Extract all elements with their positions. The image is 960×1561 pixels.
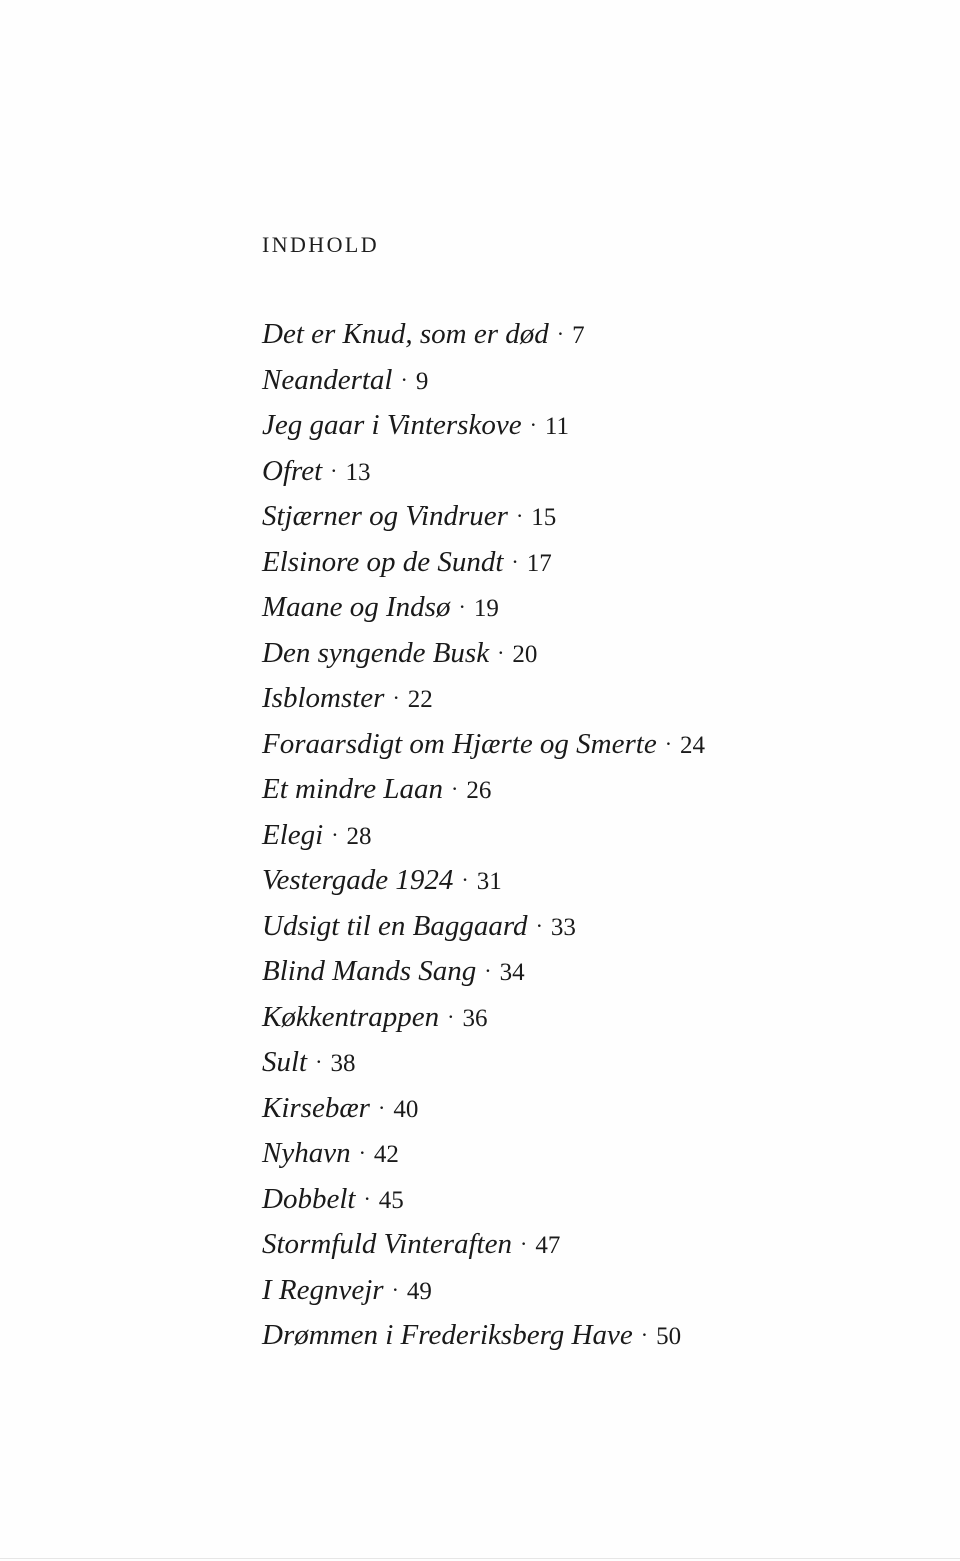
toc-entry [262, 858, 705, 904]
toc-separator-dot: · [519, 1231, 528, 1256]
toc-entry [262, 312, 705, 358]
toc-separator-dot: · [330, 457, 338, 483]
toc-entry [262, 1177, 705, 1223]
toc-separator-dot: · [331, 821, 339, 847]
toc-entry-title: Udsigt til en Baggaard [262, 909, 528, 942]
toc-separator-dot: · [529, 412, 537, 437]
toc-entry-title: Kirsebær [262, 1091, 370, 1124]
toc-entry-title: I Regnvejr [262, 1273, 384, 1306]
toc-entry-title: Den syngende Busk [262, 636, 490, 669]
toc-separator-dot: · [391, 1276, 399, 1302]
toc-separator-dot: · [556, 321, 565, 346]
toc-entry-page-number: 36 [462, 1004, 488, 1032]
toc-entry-title: Dobbelt [262, 1182, 356, 1215]
toc-entry-title: Køkkentrappen [262, 1000, 440, 1033]
toc-separator-dot: · [358, 1140, 366, 1165]
page-edge-divider [0, 1558, 960, 1559]
toc-entry-page-number: 19 [473, 595, 499, 622]
toc-separator-dot: · [447, 1003, 455, 1029]
toc-separator-dot: · [497, 639, 505, 665]
toc-entry-title: Jeg gaar i Vinterskove [262, 409, 522, 441]
toc-entry-page-number: 38 [330, 1050, 356, 1077]
toc-entry [262, 722, 705, 768]
toc-entry-title: Neandertal [262, 363, 393, 396]
toc-entry-page-number: 24 [680, 731, 706, 759]
toc-entry [262, 1268, 705, 1314]
toc-entry-title: Elsinore op de Sundt [262, 545, 504, 578]
toc-separator-dot: · [363, 1185, 371, 1211]
toc-entry-page-number: 49 [406, 1277, 432, 1305]
toc-entry-page-number: 47 [535, 1232, 561, 1259]
toc-entry-page-number: 34 [499, 959, 525, 986]
toc-entry [262, 540, 705, 586]
toc-separator-dot: · [664, 730, 673, 756]
toc-entry [262, 676, 705, 722]
toc-entry [262, 1086, 705, 1132]
toc-entry-title: Stormfuld Vinteraften [262, 1228, 512, 1260]
toc-entry-page-number: 40 [393, 1095, 419, 1123]
toc-entry [262, 813, 705, 859]
toc-entry-title: Isblomster [262, 682, 385, 714]
toc-separator-dot: · [515, 503, 524, 528]
toc-separator-dot: · [640, 1322, 649, 1347]
toc-entry-title: Blind Mands Sang [262, 955, 477, 987]
toc-entry [262, 358, 705, 404]
toc-separator-dot: · [511, 548, 519, 574]
toc-entry [262, 904, 705, 950]
toc-entry-title: Elegi [262, 818, 324, 851]
toc-entry [262, 995, 705, 1041]
toc-entry-page-number: 7 [572, 322, 585, 349]
toc-entry-page-number: 9 [415, 367, 429, 395]
contents-heading: INDHOLD [262, 232, 380, 257]
toc-entry-title: Sult [262, 1046, 308, 1078]
toc-separator-dot: · [315, 1049, 323, 1074]
toc-entry-title: Et mindre Laan [262, 773, 443, 805]
toc-separator-dot: · [400, 366, 408, 392]
toc-entry-title: Det er Knud, som er død [262, 318, 549, 350]
toc-entry [262, 767, 705, 813]
toc-entry-title: Drømmen i Frederiksberg Have [262, 1319, 633, 1351]
toc-entry-title: Stjærner og Vindruer [262, 500, 508, 532]
toc-entry-page-number: 17 [526, 549, 552, 577]
toc-entry-page-number: 11 [544, 413, 569, 440]
toc-entry-page-number: 13 [345, 458, 371, 486]
toc-entry [262, 1131, 705, 1177]
toc-separator-dot: · [461, 867, 469, 892]
toc-separator-dot: · [392, 685, 400, 710]
toc-entry [262, 494, 705, 540]
toc-entry-page-number: 22 [407, 686, 433, 713]
toc-entry-page-number: 50 [656, 1323, 682, 1350]
toc-entry-page-number: 26 [466, 777, 492, 804]
toc-entry [262, 1222, 705, 1268]
toc-entry-title: Foraarsdigt om Hjærte og Smerte [262, 727, 657, 760]
toc-entry-page-number: 42 [373, 1141, 399, 1168]
toc-entry-page-number: 31 [476, 868, 502, 895]
toc-separator-dot: · [484, 958, 492, 983]
toc-separator-dot: · [535, 912, 543, 938]
toc-entry [262, 585, 705, 631]
toc-entry [262, 449, 705, 495]
toc-entry [262, 403, 705, 449]
toc-separator-dot: · [450, 776, 459, 801]
toc-entry-page-number: 28 [346, 822, 372, 850]
table-of-contents [262, 312, 705, 1359]
toc-entry [262, 631, 705, 677]
toc-separator-dot: · [458, 594, 466, 619]
toc-entry-title: Vestergade 1924 [262, 864, 454, 896]
toc-entry-page-number: 33 [550, 913, 576, 941]
toc-entry-page-number: 15 [531, 504, 557, 531]
toc-entry-title: Nyhavn [262, 1137, 351, 1169]
toc-entry [262, 949, 705, 995]
toc-entry-title: Maane og Indsø [262, 591, 451, 623]
toc-entry [262, 1040, 705, 1086]
toc-entry [262, 1313, 705, 1359]
toc-entry-page-number: 45 [378, 1186, 404, 1214]
toc-entry-page-number: 20 [512, 640, 538, 668]
toc-separator-dot: · [377, 1094, 386, 1120]
toc-entry-title: Ofret [262, 454, 323, 487]
